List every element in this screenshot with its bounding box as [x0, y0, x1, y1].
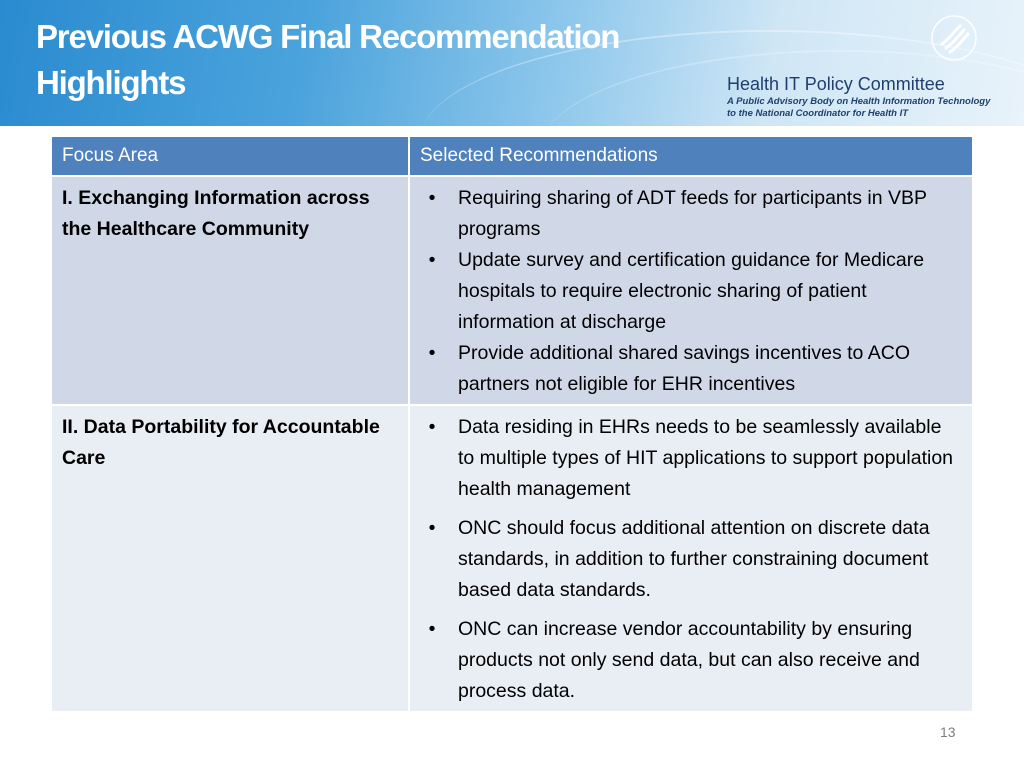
- list-item: [420, 412, 962, 505]
- recommendation-text: Provide additional shared savings incentives to ACO partners not eligible for EHR incentives: [458, 342, 911, 395]
- list-item: [420, 513, 962, 606]
- recommendations-cell: [409, 405, 973, 711]
- header-selected-recommendations: Selected Recommendations: [409, 137, 973, 176]
- recommendations-cell: [409, 176, 973, 405]
- focus-area-cell: I. Exchanging Information across the Healthcare Community: [52, 176, 409, 405]
- bullet-icon: •: [428, 618, 436, 640]
- recommendation-text: Update survey and certification guidance for Medicare hospitals to require electronic sharing of patient information at discharge: [458, 249, 925, 333]
- org-subtitle-line2: to the National Coordinator for Health IT: [727, 108, 909, 119]
- org-subtitle-line1: A Public Advisory Body on Health Information Technology: [727, 96, 991, 107]
- bullet-icon: •: [428, 249, 436, 271]
- recommendation-list: [420, 412, 962, 707]
- recommendation-text: Requiring sharing of ADT feeds for participants in VBP programs: [458, 187, 927, 240]
- slide-title: [36, 14, 696, 106]
- bullet-icon: •: [428, 517, 436, 539]
- org-subtitle: [727, 96, 990, 120]
- recommendation-text: Data residing in EHRs needs to be seamlessly available to multiple types of HIT applications to support population health management: [458, 416, 954, 500]
- recommendation-text: ONC can increase vendor accountability by ensuring products not only send data, but can also receive and process data.: [458, 618, 920, 702]
- list-item: [420, 614, 962, 707]
- hhs-eagle-icon: [930, 14, 978, 62]
- recommendations-table: [52, 137, 974, 711]
- header-focus-area: Focus Area: [52, 137, 409, 176]
- page-number: 13: [940, 724, 956, 740]
- table-header-row: [52, 137, 973, 176]
- list-item: [420, 338, 962, 400]
- table-row: [52, 176, 973, 405]
- list-item: [420, 183, 962, 245]
- slide-title-line1: Previous ACWG Final Recommendation: [36, 18, 620, 55]
- bullet-icon: •: [428, 187, 436, 209]
- org-name: Health IT Policy Committee: [727, 74, 945, 94]
- bullet-icon: •: [428, 342, 436, 364]
- recommendation-list: [420, 183, 962, 400]
- slide-title-line2: Highlights: [36, 64, 186, 101]
- table-row: [52, 405, 973, 711]
- focus-area-cell: II. Data Portability for Accountable Care: [52, 405, 409, 711]
- list-item: [420, 245, 962, 338]
- recommendation-text: ONC should focus additional attention on discrete data standards, in addition to further constraining document based data standards.: [458, 517, 930, 601]
- bullet-icon: •: [428, 416, 436, 438]
